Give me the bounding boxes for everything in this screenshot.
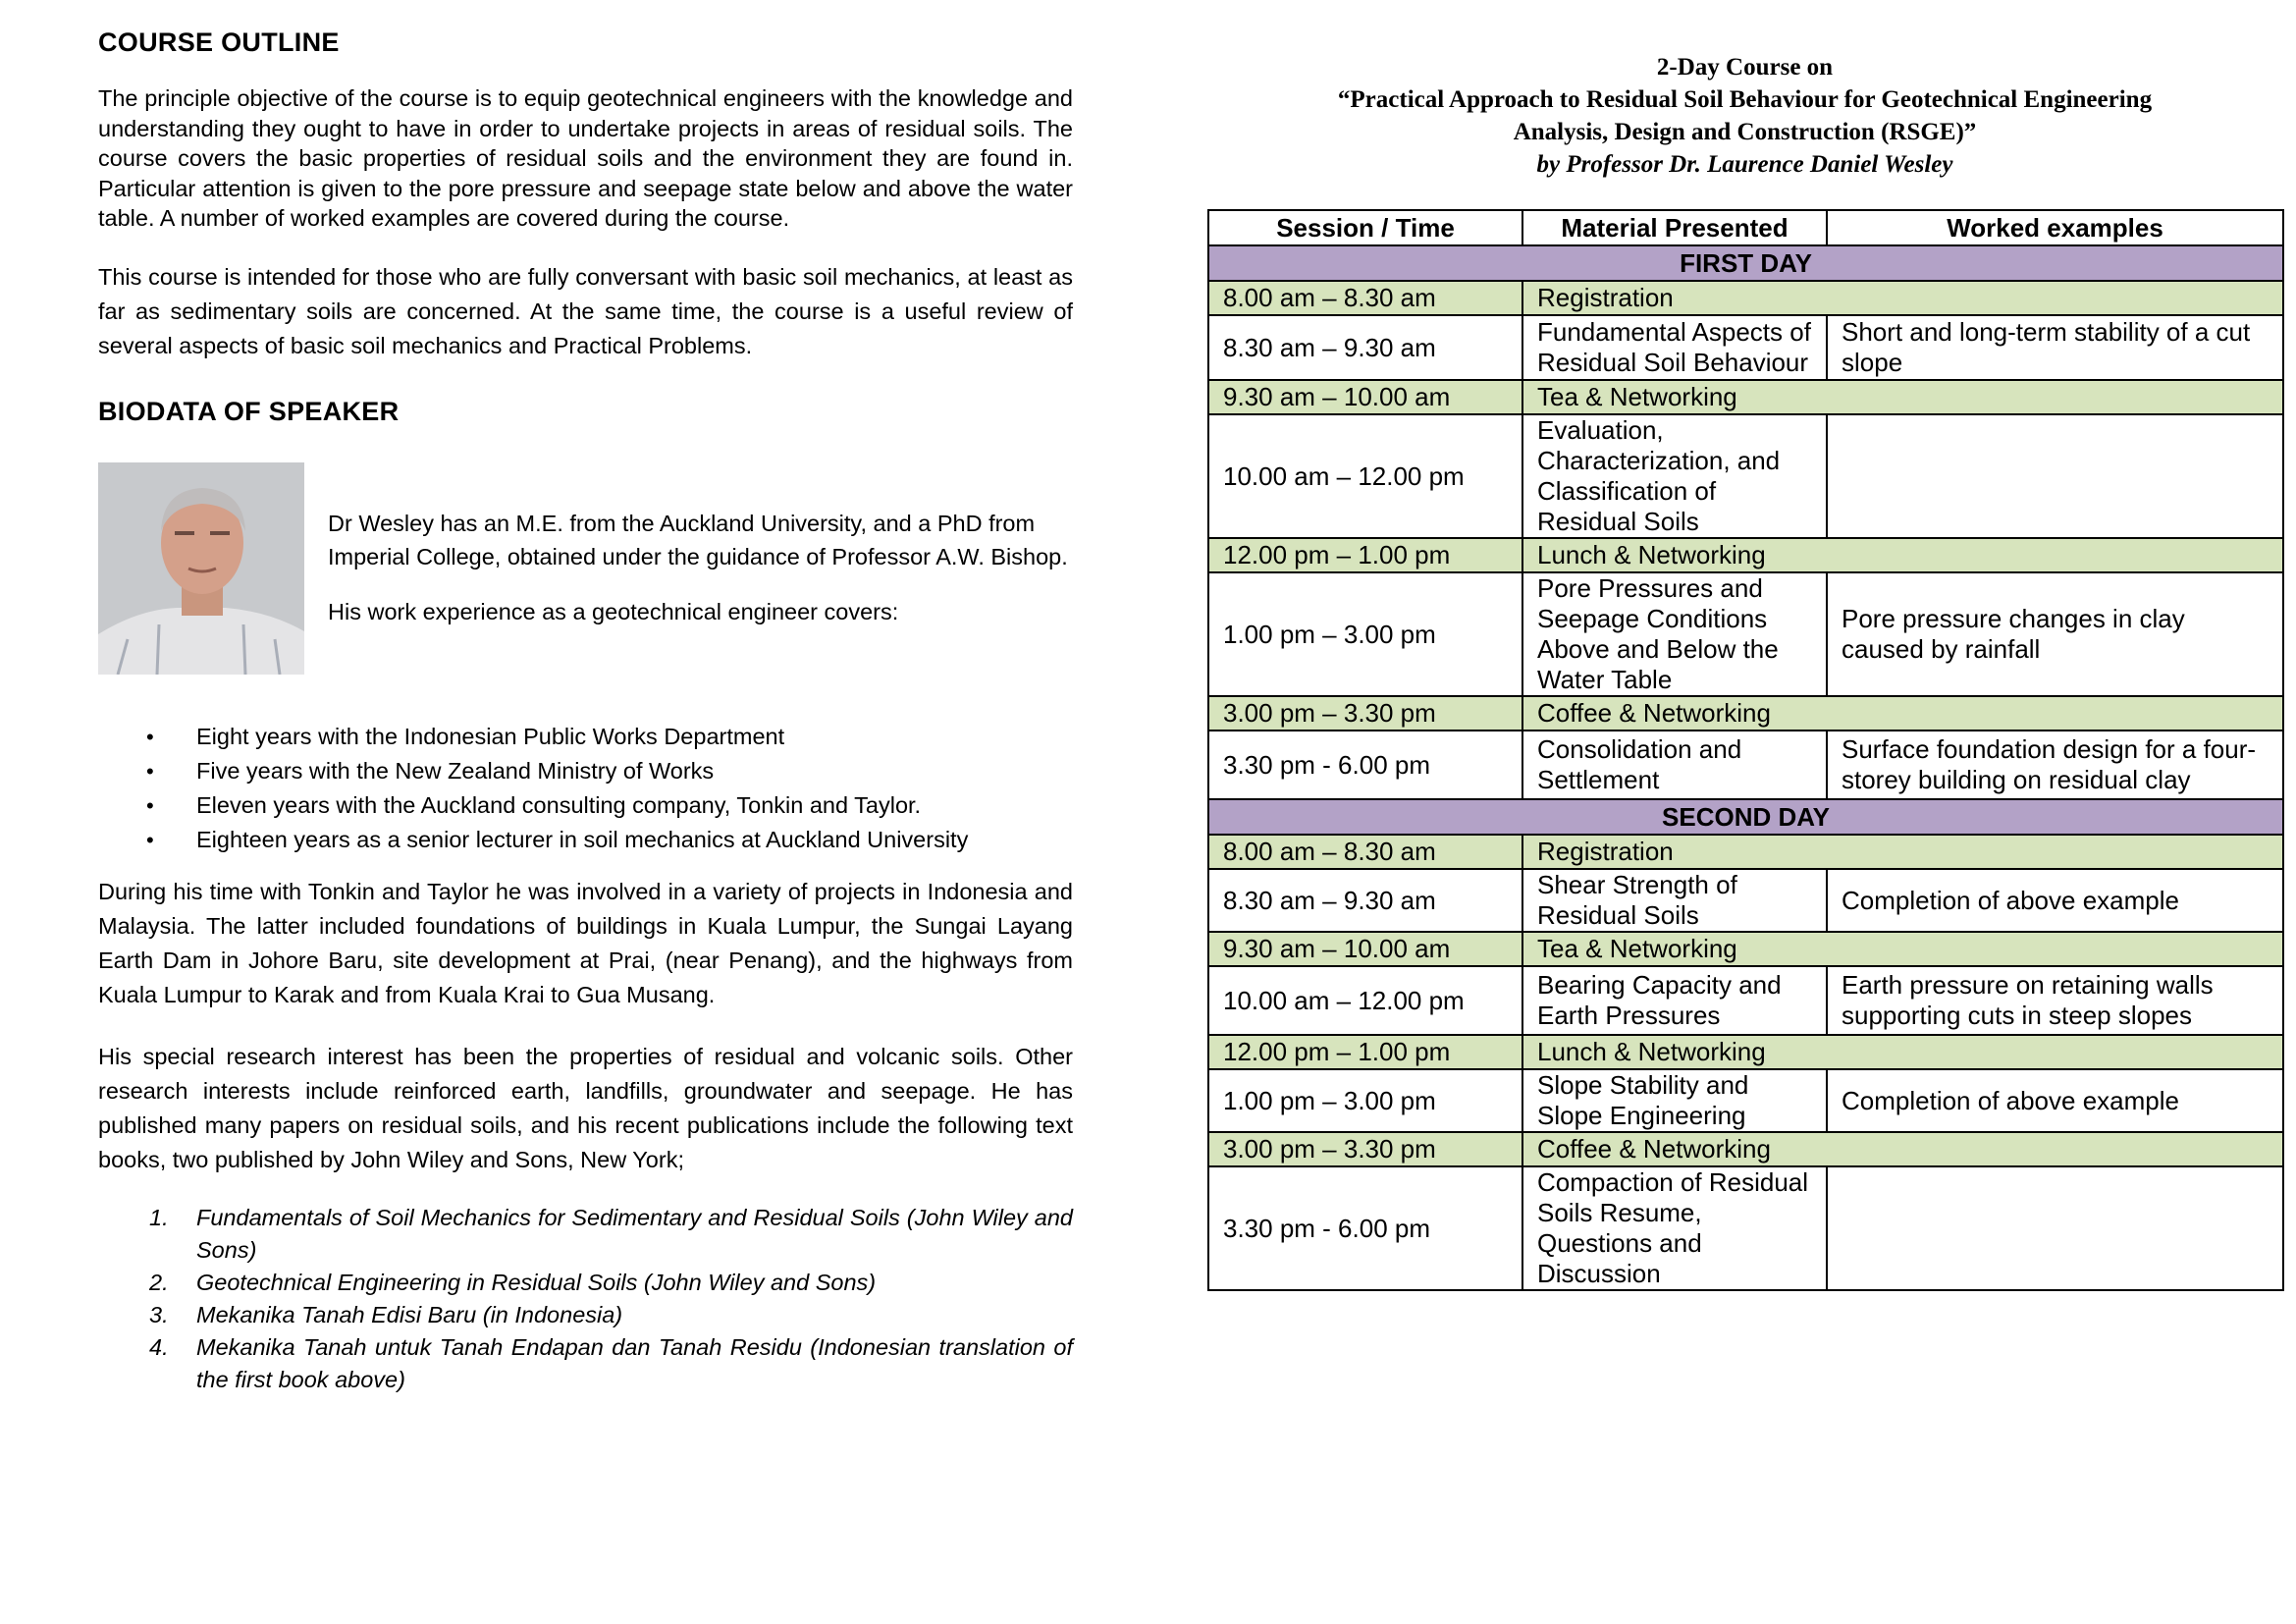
session-example: Completion of above example bbox=[1827, 1069, 2283, 1132]
session-material: Pore Pressures and Seepage Conditions Above and Below the Water Table bbox=[1522, 572, 1827, 696]
break-label: Tea & Networking bbox=[1522, 380, 2283, 414]
session-material: Shear Strength of Residual Soils bbox=[1522, 869, 1827, 932]
session-time: 3.00 pm – 3.30 pm bbox=[1208, 1132, 1522, 1166]
book-item bbox=[98, 1267, 1073, 1299]
session-material: Slope Stability and Slope Engineering bbox=[1522, 1069, 1827, 1132]
session-time: 8.30 am – 9.30 am bbox=[1208, 869, 1522, 932]
experience-item: • Eleven years with the Auckland consulting company, Tonkin and Taylor. bbox=[98, 788, 1073, 823]
session-material: Evaluation, Characterization, and Classification of Residual Soils bbox=[1522, 414, 1827, 538]
session-row bbox=[1208, 414, 2283, 538]
session-row bbox=[1208, 1166, 2283, 1290]
bio-experience-intro: His work experience as a geotechnical engineer covers: bbox=[328, 598, 899, 624]
break-label: Registration bbox=[1522, 281, 2283, 315]
speaker-bio-block bbox=[98, 462, 1073, 720]
session-time: 10.00 am – 12.00 pm bbox=[1208, 966, 1522, 1035]
book-title: Mekanika Tanah Edisi Baru (in Indonesia) bbox=[196, 1301, 623, 1327]
session-time: 8.00 am – 8.30 am bbox=[1208, 281, 1522, 315]
day-header-row bbox=[1208, 799, 2283, 835]
biodata-heading: BIODATA OF SPEAKER bbox=[98, 396, 400, 426]
session-material: Consolidation and Settlement bbox=[1522, 731, 1827, 799]
speaker-bio-text bbox=[328, 507, 1084, 628]
session-time: 12.00 pm – 1.00 pm bbox=[1208, 538, 1522, 572]
schedule-table bbox=[1207, 209, 2284, 1291]
session-row bbox=[1208, 731, 2283, 799]
book-number: 4. bbox=[149, 1333, 169, 1360]
session-row bbox=[1208, 1069, 2283, 1132]
book-item bbox=[98, 1299, 1073, 1331]
right-column bbox=[1207, 51, 2282, 1291]
session-time: 12.00 pm – 1.00 pm bbox=[1208, 1035, 1522, 1069]
experience-item: • Eight years with the Indonesian Public Works Department bbox=[98, 720, 1073, 754]
bio-education: Dr Wesley has an M.E. from the Auckland University, and a PhD from Imperial College, obtained under the guidance of Professor A.W. Bishop. bbox=[328, 510, 1068, 569]
session-row bbox=[1208, 315, 2283, 380]
experience-list bbox=[98, 720, 1073, 857]
session-time: 9.30 am – 10.00 am bbox=[1208, 932, 1522, 966]
session-time: 1.00 pm – 3.00 pm bbox=[1208, 572, 1522, 696]
session-time: 10.00 am – 12.00 pm bbox=[1208, 414, 1522, 538]
book-title: Fundamentals of Soil Mechanics for Sedimentary and Residual Soils (John Wiley and Sons) bbox=[196, 1204, 1073, 1263]
day-label: FIRST DAY bbox=[1208, 245, 2283, 281]
session-material: Bearing Capacity and Earth Pressures bbox=[1522, 966, 1827, 1035]
course-outline-paragraph: The principle objective of the course is to equip geotechnical engineers with the knowledge and understanding they ought to have in order to undertake projects in areas of residual soils. The course covers the basic properties of residual soils and the environment they are found in. Particular attention is given to the pore pressure and seepage state below and above the water table. A number of worked examples are covered during the course. bbox=[98, 85, 1073, 231]
session-example bbox=[1827, 414, 2283, 538]
session-time: 8.30 am – 9.30 am bbox=[1208, 315, 1522, 380]
session-row bbox=[1208, 869, 2283, 932]
break-row bbox=[1208, 835, 2283, 869]
session-material: Compaction of Residual Soils Resume, Questions and Discussion bbox=[1522, 1166, 1827, 1290]
projects-paragraph: During his time with Tonkin and Taylor he was involved in a variety of projects in Indonesia and Malaysia. The latter included foundations of buildings in Kuala Lumpur, the Sungai Layang Earth Dam in Johore Baru, site development at Prai, (near Penang), and the highways from Kuala Lumpur to Karak and from Kuala Krai to Gua Musang. bbox=[98, 878, 1073, 1007]
book-number: 1. bbox=[149, 1204, 169, 1230]
session-example: Surface foundation design for a four-storey building on residual clay bbox=[1827, 731, 2283, 799]
left-column bbox=[98, 27, 1073, 1396]
break-row bbox=[1208, 696, 2283, 731]
experience-item: • Five years with the New Zealand Ministry of Works bbox=[98, 754, 1073, 788]
session-example: Earth pressure on retaining walls supporting cuts in steep slopes bbox=[1827, 966, 2283, 1035]
book-item bbox=[98, 1202, 1073, 1267]
day-label: SECOND DAY bbox=[1208, 799, 2283, 835]
course-byline: by Professor Dr. Laurence Daniel Wesley bbox=[1536, 151, 1953, 178]
session-example: Completion of above example bbox=[1827, 869, 2283, 932]
books-list bbox=[98, 1202, 1073, 1396]
session-time: 3.30 pm - 6.00 pm bbox=[1208, 731, 1522, 799]
course-audience-paragraph: This course is intended for those who are fully conversant with basic soil mechanics, at least as far as sedimentary soils are concerned. At the same time, the course is a useful review of several aspects of basic soil mechanics and Practical Problems. bbox=[98, 263, 1073, 358]
book-title: Mekanika Tanah untuk Tanah Endapan dan Tanah Residu (Indonesian translation of the first book above) bbox=[196, 1333, 1073, 1392]
session-example: Short and long-term stability of a cut slope bbox=[1827, 315, 2283, 380]
book-number: 3. bbox=[149, 1301, 169, 1327]
break-row bbox=[1208, 538, 2283, 572]
break-row bbox=[1208, 1132, 2283, 1166]
break-row bbox=[1208, 380, 2283, 414]
course-title-line: Analysis, Design and Construction (RSGE)” bbox=[1513, 119, 1977, 145]
speaker-portrait-image bbox=[98, 462, 304, 675]
experience-item: • Eighteen years as a senior lecturer in soil mechanics at Auckland University bbox=[98, 823, 1073, 857]
book-item bbox=[98, 1331, 1073, 1396]
book-title: Geotechnical Engineering in Residual Soils (John Wiley and Sons) bbox=[196, 1269, 877, 1295]
session-example bbox=[1827, 1166, 2283, 1290]
session-time: 3.00 pm – 3.30 pm bbox=[1208, 696, 1522, 731]
research-paragraph: His special research interest has been the properties of residual and volcanic soils. Other research interests include reinforced earth, landfills, groundwater and seepage. He has published many papers on residual soils, and his recent publications include the following text books, two published by John Wiley and Sons, New York; bbox=[98, 1043, 1073, 1172]
session-time: 8.00 am – 8.30 am bbox=[1208, 835, 1522, 869]
session-example: Pore pressure changes in clay caused by rainfall bbox=[1827, 572, 2283, 696]
schedule-header-row bbox=[1208, 210, 2283, 245]
break-row bbox=[1208, 281, 2283, 315]
break-label: Lunch & Networking bbox=[1522, 538, 2283, 572]
session-time: 3.30 pm - 6.00 pm bbox=[1208, 1166, 1522, 1290]
speaker-photo bbox=[98, 462, 304, 675]
break-label: Coffee & Networking bbox=[1522, 1132, 2283, 1166]
course-title-line: 2-Day Course on bbox=[1656, 54, 1834, 81]
break-label: Coffee & Networking bbox=[1522, 696, 2283, 731]
book-number: 2. bbox=[149, 1269, 169, 1295]
day-header-row bbox=[1208, 245, 2283, 281]
break-label: Lunch & Networking bbox=[1522, 1035, 2283, 1069]
course-title-block bbox=[1207, 51, 2282, 181]
session-row bbox=[1208, 966, 2283, 1035]
break-label: Registration bbox=[1522, 835, 2283, 869]
course-outline-heading: COURSE OUTLINE bbox=[98, 27, 340, 57]
course-title-line: “Practical Approach to Residual Soil Behaviour for Geotechnical Engineering bbox=[1337, 86, 2153, 113]
session-time: 9.30 am – 10.00 am bbox=[1208, 380, 1522, 414]
schedule-body bbox=[1208, 245, 2283, 1290]
break-row bbox=[1208, 1035, 2283, 1069]
column-header: Session / Time bbox=[1208, 210, 1522, 245]
column-header: Material Presented bbox=[1522, 210, 1827, 245]
session-material: Fundamental Aspects of Residual Soil Behaviour bbox=[1522, 315, 1827, 380]
break-label: Tea & Networking bbox=[1522, 932, 2283, 966]
column-header: Worked examples bbox=[1827, 210, 2283, 245]
session-time: 1.00 pm – 3.00 pm bbox=[1208, 1069, 1522, 1132]
break-row bbox=[1208, 932, 2283, 966]
session-row bbox=[1208, 572, 2283, 696]
